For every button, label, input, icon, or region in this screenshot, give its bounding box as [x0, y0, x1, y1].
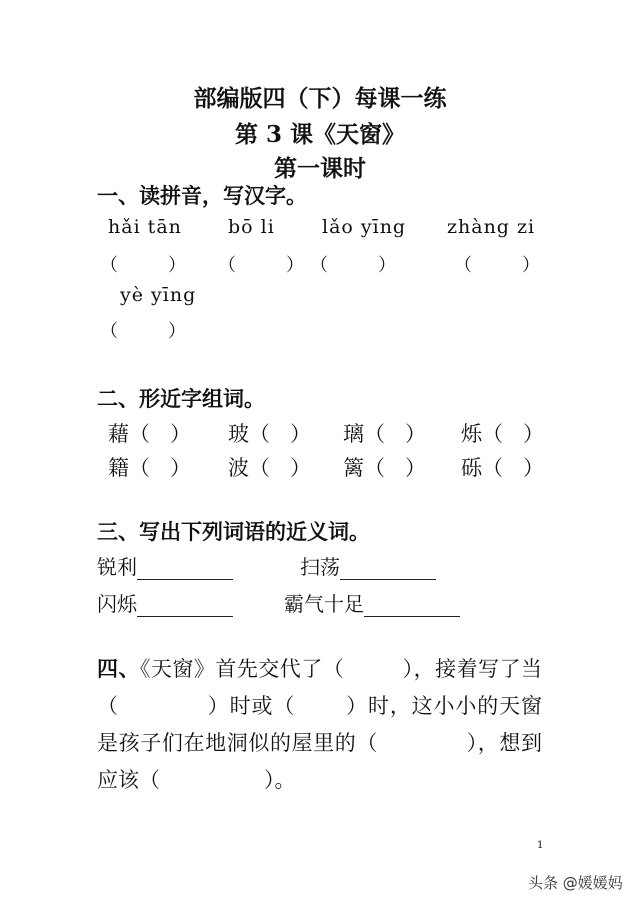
pinyin-laoying: lǎo yīng — [322, 216, 407, 238]
period-title: 第一课时 — [274, 155, 366, 182]
section1-heading: 一、读拼音，写汉字。 — [97, 183, 307, 208]
answer-line[interactable] — [364, 596, 460, 617]
char-word-item[interactable]: 藉（ ） — [108, 422, 191, 446]
char-word-item[interactable]: 烁（ ） — [461, 422, 544, 446]
synonym-item[interactable]: 扫荡 — [300, 551, 436, 580]
page-number: 1 — [537, 840, 544, 851]
pinyin-zhangzi: zhàng zi — [447, 216, 536, 238]
section4-prefix: 四、 — [97, 656, 140, 681]
synonym-item[interactable]: 锐利 — [97, 551, 233, 580]
char-word-item[interactable]: 篱（ ） — [343, 456, 426, 480]
answer-blank-2[interactable]: （ ） — [218, 255, 304, 276]
answer-blank-4[interactable]: （ ） — [454, 255, 540, 276]
char-word-item[interactable]: 璃（ ） — [343, 422, 426, 446]
answer-blank-1[interactable]: （ ） — [100, 255, 186, 276]
synonym-item[interactable]: 闪烁 — [97, 588, 233, 617]
answer-blank-3[interactable]: （ ） — [310, 255, 396, 276]
pinyin-yeying: yè yīng — [120, 284, 197, 306]
char-word-item[interactable]: 砾（ ） — [461, 456, 544, 480]
section2-heading: 二、形近字组词。 — [97, 386, 265, 411]
answer-line[interactable] — [137, 596, 233, 617]
answer-line[interactable] — [137, 559, 233, 580]
worksheet-title: 部编版四（下）每课一练 — [193, 85, 447, 112]
answer-line[interactable] — [340, 559, 436, 580]
lesson-title: 第 3 课《天窗》 — [234, 121, 406, 148]
section3-heading: 三、写出下列词语的近义词。 — [97, 519, 370, 544]
synonym-item[interactable]: 霸气十足 — [284, 588, 460, 617]
watermark: 头条 @媛媛妈 — [528, 874, 623, 892]
char-word-item[interactable]: 籍（ ） — [108, 456, 191, 480]
pinyin-boli: bō li — [228, 216, 275, 238]
pinyin-haitan: hǎi tān — [108, 216, 182, 238]
char-word-item[interactable]: 玻（ ） — [228, 422, 311, 446]
section4-paragraph: 四、《天窗》首先交代了（ ），接着写了当（ ）时或（ ）时，这小小的天窗是孩子们在地洞似的屋里的（ ），想到应该（ ）。 — [97, 656, 543, 792]
answer-blank-5[interactable]: （ ） — [100, 321, 186, 342]
char-word-item[interactable]: 波（ ） — [228, 456, 311, 480]
